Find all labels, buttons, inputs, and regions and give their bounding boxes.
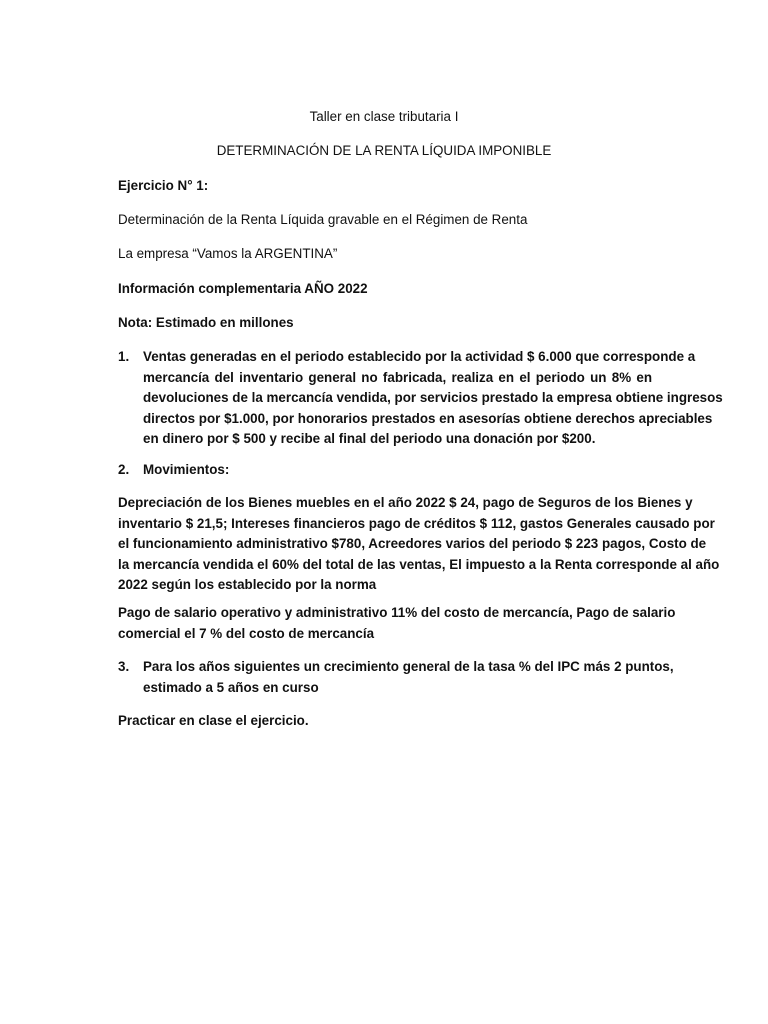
depreciacion-line: el funcionamiento administrativo $780, Acreedores varios del periodo $ 223 pagos, Costo de: [118, 536, 707, 552]
item3-paragraph: [143, 657, 674, 698]
depreciacion-paragraph: [118, 493, 720, 596]
item3-line: estimado a 5 años en curso: [143, 679, 319, 695]
item2-marker: 2.: [118, 462, 130, 477]
item1-line: en dinero por $ 500 y recibe al final del periodo una donación por $200.: [143, 431, 596, 447]
item2-label: Movimientos:: [143, 462, 230, 477]
determinacion-line: Determinación de la Renta Líquida gravable en el Régimen de Renta: [118, 212, 528, 227]
depreciacion-line: Depreciación de los Bienes muebles en el año 2022 $ 24, pago de Seguros de los Bienes y: [118, 495, 693, 510]
item1-paragraph: [143, 347, 723, 450]
info-line: Información complementaria AÑO 2022: [118, 281, 368, 296]
document-title: Taller en clase tributaria I: [309, 109, 459, 124]
document-subtitle: DETERMINACIÓN DE LA RENTA LÍQUIDA IMPONIBLE: [216, 143, 552, 158]
exercise-heading: Ejercicio N° 1:: [118, 178, 209, 193]
item1-line: devoluciones de la mercancía vendida, por servicios prestado la empresa obtiene ingresos: [143, 390, 723, 406]
empresa-line: La empresa “Vamos la ARGENTINA”: [118, 246, 338, 261]
item3-marker: 3.: [118, 659, 130, 674]
depreciacion-line: inventario $ 21,5; Intereses financieros pago de créditos $ 112, gastos Generales causado por: [118, 515, 715, 531]
depreciacion-line: 2022 según los establecido por la norma: [118, 577, 377, 593]
item1-line: Ventas generadas en el periodo establecido por la actividad $ 6.000 que corresponde a: [143, 349, 696, 364]
nota-line: Nota: Estimado en millones: [118, 315, 294, 330]
salario-line: Pago de salario operativo y administrativo 11% del costo de mercancía, Pago de salario: [118, 605, 676, 620]
item1-line: mercancía del inventario general no fabricada, realiza en el periodo un 8% en: [143, 369, 652, 385]
item1-marker: 1.: [118, 349, 130, 364]
item3-line: Para los años siguientes un crecimiento general de la tasa % del IPC más 2 puntos,: [143, 659, 674, 674]
depreciacion-line: la mercancía vendida el 60% del total de las ventas, El impuesto a la Renta corresponde al año: [118, 556, 720, 572]
salario-line: comercial el 7 % del costo de mercancía: [118, 625, 375, 641]
salario-paragraph: [118, 603, 676, 644]
closing-line: Practicar en clase el ejercicio.: [118, 713, 309, 728]
item1-line: directos por $1.000, por honorarios prestados en asesorías obtiene derechos apreciables: [143, 410, 713, 426]
